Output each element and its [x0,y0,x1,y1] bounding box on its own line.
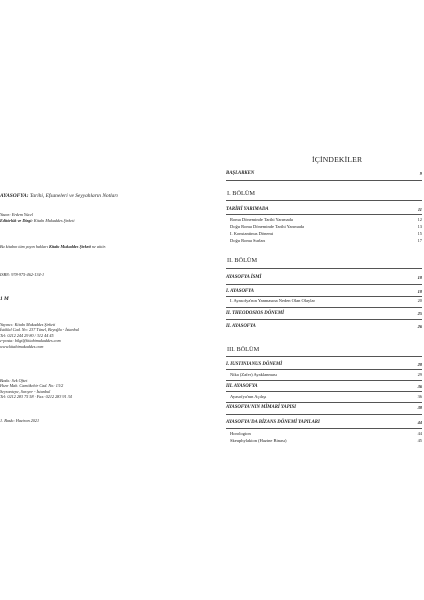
isbn-line: ISBN: 978-975-462-134-1 [0,272,45,277]
toc-entry-page: 11 [417,207,422,212]
divider [226,356,422,357]
toc-entry-mimari-yapi[interactable] [226,405,422,412]
divider [226,428,422,429]
toc-entry-theodosios[interactable] [226,311,422,318]
toc-entry-label: Skeuphylakion (Hazine Binası) [230,438,287,443]
rights-prefix: Bu kitabın tüm yayın hakları [0,244,48,249]
print-line: Baskı: Sek Ofset [0,378,28,383]
toc-subentry[interactable] [226,217,422,224]
toc-entry-page: 28 [417,362,422,367]
publisher-line: Tel: 0212 244 29 80 / 312 44 45 [0,332,54,338]
toc-entry-page: 20 [417,298,422,303]
divider [226,402,422,403]
divider [226,268,422,269]
rights-company: Kitabı Mukaddes Şirketi [48,244,91,249]
toc-entry-page: 44 [417,431,422,436]
toc-entry-label: I. AYASOFYA [226,289,254,294]
toc-entry-third-ayasofya[interactable] [226,384,422,391]
toc-entry-page: 25 [417,311,422,316]
divider [226,391,422,392]
toc-entry-page: 45 [417,438,422,443]
edition-line: 1. Baskı: Haziran 2021 [0,418,40,423]
toc-entry-page: 29 [417,372,422,377]
editor-label: Editörlük ve Dizgi: [0,218,33,223]
toc-subentry[interactable] [226,438,422,445]
toc-entry-second-ayasofya[interactable] [226,324,422,331]
toc-entry-page: 26 [417,324,422,329]
print-block [0,378,72,400]
toc-entry-label: I. Ayasofya'nın Yanmasına Neden Olan Olaylar [230,298,316,303]
toc-entry-label: Doğu Roma Surları [230,238,266,243]
toc-entry-intro[interactable] [226,171,422,178]
publisher-line: www.kitabimukaddes.com [0,343,44,349]
editor-value: Kitabı Mukaddes Şirketi [33,218,75,223]
toc-subentry[interactable] [226,224,422,231]
toc-subentry[interactable] [226,372,422,379]
divider [226,414,422,415]
toc-subentry[interactable] [226,431,422,438]
toc-entry-page: 36 [417,394,422,399]
book-title-main: AYASOFYA: [0,193,29,199]
publisher-mark: 1 M [0,296,9,302]
publisher-line: İstiklal Cad. No: 237 Tünel, Beyoğlu - İstanbul [0,327,79,333]
toc-entry-label: BAŞLARKEN [226,171,255,176]
editor-line [0,218,75,223]
publisher-line: Yayıncı: Kitabı Mukaddes Şirketi [0,322,56,327]
toc-entry-page: 17 [417,238,422,243]
toc-entry-label: I. Konstantinus Dönemi [230,231,274,236]
toc-heading: İÇİNDEKİLER [312,155,363,164]
toc-entry-page: 9 [419,171,422,176]
toc-entry-page: 38 [417,405,422,410]
toc-entry-label: II. THEODOSIOS DÖNEMİ [226,311,284,316]
divider [226,296,422,297]
toc-entry-label: TARİHİ YARIMADA [226,207,269,212]
toc-entry-page: 12 [417,217,422,222]
toc-entry-page: 13 [417,224,422,229]
section-title-3: III. BÖLÜM [227,346,260,353]
section-title-2: II. BÖLÜM [227,257,258,264]
publisher-block [0,322,79,349]
toc-entry-page: 44 [417,420,422,425]
toc-entry-page: 18 [417,275,422,280]
divider [226,214,422,215]
toc-entry-label: AYASOFYA'NIN MİMARİ YAPISI [226,405,297,410]
toc-page [214,0,424,600]
section-title-1: I. BÖLÜM [227,190,255,197]
toc-entry-first-ayasofya[interactable] [226,289,422,296]
toc-entry-label: Doğu Roma Döneminde Tarihi Yarımada [230,224,304,229]
rights-line [0,244,106,249]
toc-entry-iustinianus[interactable] [226,362,422,369]
rights-suffix: ne aittir. [91,244,106,249]
toc-entry-ayasofya-ismi[interactable] [226,275,422,282]
toc-entry-bizans-yapilari[interactable] [226,420,422,427]
divider [226,380,422,381]
toc-entry-label: Nika (Zafer) Ayaklanması [230,372,277,377]
toc-entry-tarihi-yarimada[interactable] [226,207,422,214]
print-line: Seyrantepe, Sarıyer - İstanbul [0,388,51,394]
toc-entry-label: II. AYASOFYA [226,324,256,329]
print-line: Hızır Mah. Camiikebir Cad. No: 13/2 [0,383,64,389]
toc-entry-page: 15 [417,231,422,236]
toc-entry-label: Roma Döneminde Tarihi Yarımada [230,217,293,222]
toc-entry-page: 36 [417,384,422,389]
divider [226,200,422,201]
toc-entry-label: Ayasofya'nın Açılışı [230,394,267,399]
divider [226,180,422,181]
toc-entry-label: Horologion [230,431,251,436]
toc-entry-label: I. IUSTINIANUS DÖNEMİ [226,362,283,367]
print-line: Tel: 0212 283 75 58 · Fax: 0212 283 91 34 [0,394,72,400]
author-line: Yazar: Erdem Yücel [0,212,34,217]
copyright-page [0,0,205,600]
publisher-line: e-posta: bilgi@kitabimukaddes.com [0,338,61,344]
toc-entry-label: III. AYASOFYA [226,384,258,389]
toc-subentry[interactable] [226,231,422,238]
toc-entry-label: AYASOFYA'DA BİZANS DÖNEMİ YAPILARI [226,420,320,425]
toc-subentry[interactable] [226,298,422,305]
toc-subentry[interactable] [226,238,422,245]
book-title-line [0,193,118,199]
toc-entry-page: 18 [417,289,422,294]
book-title-subtitle: Tarihi, Efsaneleri ve Seyyahların Notları [29,193,118,199]
divider [226,284,422,285]
divider [226,369,422,370]
divider [226,319,422,320]
toc-entry-label: AYASOFYA İSMİ [226,275,262,280]
divider [226,307,422,308]
toc-subentry[interactable] [226,394,422,401]
